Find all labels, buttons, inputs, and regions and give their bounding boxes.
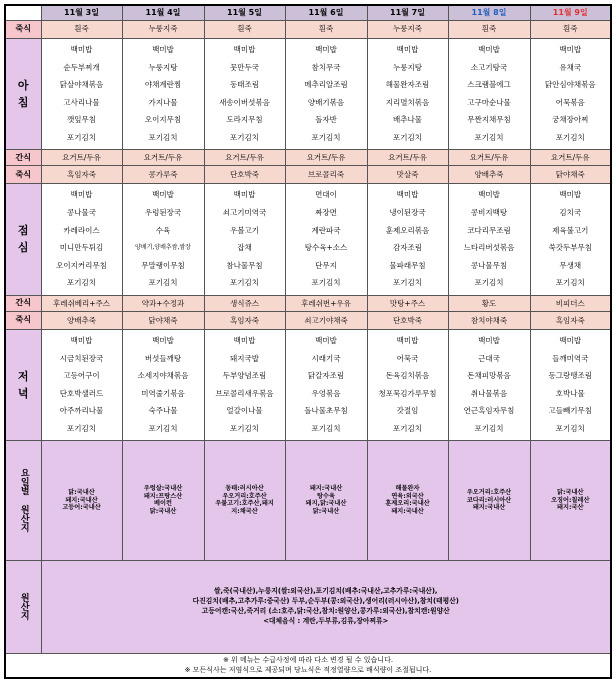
menu-item: 누룽지탕 — [393, 62, 422, 72]
menu-item: 시금치된장국 — [59, 353, 104, 363]
origin-all-cell — [41, 560, 611, 653]
origin-line: 돼지,닭:국내산 — [305, 500, 347, 508]
menu-item: 백미밥 — [478, 190, 500, 200]
menu-item: 돈채피망볶음 — [467, 371, 511, 381]
menu-item: 포기김치 — [67, 278, 96, 288]
menu-item: 오이지무침 — [144, 115, 182, 125]
menu-item: 백미밥 — [559, 190, 582, 200]
dinner-label — [5, 329, 41, 440]
meal-plan-table — [4, 4, 612, 679]
menu-item: 포기김치 — [311, 132, 341, 142]
lunch-cell — [41, 184, 122, 295]
origin-all-line: 쌀,죽(국내산),누룽지(쌀:외국산),포기김치(배추:국내산,고추가루:국내산), — [213, 587, 438, 595]
origin-line: 돼지:국내산 — [65, 496, 98, 504]
origin-daily-cell — [41, 441, 122, 561]
menu-item: 백미밥 — [70, 336, 93, 345]
menu-item: 포기김치 — [148, 278, 178, 288]
menu-item: 숙주나물 — [148, 406, 178, 416]
menu-item: 느타리버섯볶음 — [463, 243, 515, 253]
origin-line: 탕수육 — [317, 492, 335, 500]
menu-item: 닭갈자조림 — [307, 371, 345, 381]
breakfast-porridge-cell: 누룽지죽 — [367, 20, 448, 38]
menu-item: 포기김치 — [311, 423, 341, 433]
origin-all-line: 고등어캔:국산,죽거리 (소:호주,닭:국산,참치:원양산,콩가루:외국산),참치캔:원양산 — [201, 606, 450, 615]
menu-item: 메추리알조림 — [304, 80, 348, 90]
menu-item: 포기김치 — [230, 278, 259, 288]
origin-all-line: <대체음식 : 계란,두부류,김류,장아찌류> — [263, 616, 389, 625]
dinner-cell — [367, 329, 448, 440]
dinner-porridge-cell: 흑임자죽 — [530, 312, 611, 330]
afternoon-snack-cell: 비피더스 — [530, 295, 611, 312]
morning-snack-cell: 요거트/두유 — [204, 149, 285, 166]
breakfast-cell — [530, 38, 611, 149]
menu-item: 들깨미역국 — [552, 353, 589, 363]
origin-line: 닭:국내산 — [312, 508, 340, 516]
dinner-cell — [530, 329, 611, 440]
day-header: 11월 9일 — [530, 5, 611, 20]
menu-item: 포기김치 — [311, 278, 341, 288]
menu-item: 돼지국밥 — [230, 353, 259, 363]
origin-daily-cell — [448, 441, 530, 561]
origin-line: 훈제오리:국내산 — [385, 500, 430, 508]
menu-item: 포기김치 — [67, 423, 96, 433]
origin-daily-label: 요일별 원산지 — [5, 441, 41, 561]
menu-item: 동그랑땡조림 — [548, 371, 592, 381]
menu-item: 훈제오리볶음 — [385, 225, 430, 235]
origin-line: 고등어:국내산 — [62, 504, 101, 512]
menu-item: 아주까리나물 — [59, 406, 104, 416]
menu-item: 갓절임 — [396, 406, 419, 416]
lunch-porridge-cell: 브로콜리죽 — [285, 166, 367, 184]
breakfast-label-char: 아 — [17, 78, 29, 92]
origin-all-line: 다진김치(배추,고추가루:중국산) 두부,순두부(콩:외국산),생어리(러시아산),참치(태평산) — [192, 596, 459, 605]
menu-item: 백미밥 — [70, 44, 93, 54]
menu-item: 우엉볶음 — [311, 388, 341, 398]
origin-line: 닭:국내산 — [557, 488, 584, 496]
menu-item: 오이지커리무침 — [56, 260, 107, 270]
origin-line: 돼지:국내산 — [472, 504, 506, 512]
menu-item: 포기김치 — [555, 132, 585, 142]
menu-item: 백미밥 — [396, 190, 419, 200]
menu-item: 백미밥 — [315, 44, 337, 54]
menu-item: 포기김치 — [555, 423, 585, 433]
menu-item: 고사리나물 — [63, 97, 100, 107]
dinner-porridge-cell: 참치야채죽 — [448, 312, 530, 330]
breakfast-porridge-cell: 흰죽 — [41, 20, 122, 38]
origin-line: 우오거리:호주산 — [466, 488, 512, 496]
breakfast-cell — [41, 38, 122, 149]
menu-item: 계란파국 — [311, 225, 341, 235]
lunch-porridge-cell: 양배추죽 — [448, 166, 530, 184]
origin-line: 오징어:칠레산 — [551, 496, 590, 504]
menu-item: 포기김치 — [393, 423, 422, 433]
morning-snack-cell: 요거트/두유 — [448, 149, 530, 166]
origin-line: 돼지:프랑스산 — [143, 492, 183, 500]
menu-item: 잡채 — [237, 243, 252, 253]
lunch-cell — [530, 184, 611, 295]
origin-line: 돼지:국산 — [557, 504, 584, 512]
lunch-label — [5, 184, 41, 295]
menu-item: 미니만두튀김 — [59, 243, 104, 253]
lunch-cell — [285, 184, 367, 295]
menu-item: 단호박샐러드 — [59, 388, 104, 398]
menu-item: 가지나물 — [148, 97, 178, 107]
dinner-label-char: 저 — [17, 369, 29, 383]
menu-item: 참치무국 — [311, 62, 341, 72]
menu-item: 짜장면 — [315, 208, 337, 218]
menu-item: 두부양념조림 — [222, 371, 267, 381]
menu-item: 백미밥 — [559, 336, 582, 345]
lunch-porridge-cell: 맛살죽 — [367, 166, 448, 184]
menu-item: 백미밥 — [315, 336, 337, 345]
afternoon-snack-label: 간식 — [5, 295, 41, 312]
corner-cell — [5, 5, 41, 20]
menu-item: 백미밥 — [559, 44, 582, 54]
lunch-label-char: 점 — [17, 224, 29, 238]
menu-item: 면대이 — [315, 190, 337, 200]
menu-item: 브로콜리새우볶음 — [215, 388, 274, 398]
morning-snack-label: 간식 — [5, 149, 41, 166]
lunch-porridge-label: 죽식 — [5, 166, 41, 184]
menu-item: 무말랭이무침 — [141, 260, 185, 270]
menu-item: 포기김치 — [474, 132, 504, 142]
menu-item: 새송이버섯볶음 — [219, 97, 270, 107]
menu-item: 우렁된장국 — [144, 208, 182, 218]
breakfast-porridge-label: 죽식 — [5, 20, 41, 38]
breakfast-cell — [204, 38, 285, 149]
origin-line: 베이컨 — [154, 500, 172, 508]
menu-item: 돈육김치볶음 — [385, 371, 430, 381]
origin-line: 해물완자 — [395, 484, 420, 492]
breakfast-porridge-cell: 흰죽 — [204, 20, 285, 38]
note-line: ※ 모든식사는 저염식으로 제공되며 당뇨식은 적정열량으로 배식량이 조절됩니다. — [184, 666, 432, 675]
day-header: 11월 4일 — [122, 5, 204, 20]
menu-item: 수육 — [155, 225, 171, 235]
menu-item: 포기김치 — [474, 423, 504, 433]
lunch-porridge-cell: 단호박죽 — [204, 166, 285, 184]
origin-line: 연육:외국산 — [391, 492, 424, 500]
menu-item: 소고기탕국 — [470, 62, 508, 72]
menu-item: 포기김치 — [393, 278, 422, 288]
menu-item: 돌나물초무침 — [304, 406, 348, 416]
menu-item: 깻잎무침 — [67, 115, 96, 125]
day-header: 11월 7일 — [367, 5, 448, 20]
lunch-porridge-cell: 닭야채죽 — [530, 166, 611, 184]
menu-item: 제육불고기 — [552, 225, 589, 235]
menu-item: 백미밥 — [233, 336, 256, 345]
menu-item: 백미밥 — [233, 190, 256, 200]
menu-item: 소세지야채볶음 — [137, 371, 189, 381]
menu-item: 고구마순나물 — [467, 97, 511, 107]
origin-daily-cell — [122, 441, 204, 561]
menu-item: 백미밥 — [152, 336, 174, 345]
menu-item: 동태조림 — [230, 80, 259, 90]
menu-item: 참나물무침 — [226, 260, 263, 270]
origin-line: 우오거리:호주산 — [222, 492, 267, 500]
menu-item: 포기김치 — [148, 423, 178, 433]
menu-item: 청포묵김가루무침 — [378, 388, 437, 398]
menu-item: 도라지무침 — [226, 115, 263, 125]
menu-item: 취나물볶음 — [470, 388, 508, 398]
dinner-cell — [285, 329, 367, 440]
menu-item: 백미밥 — [396, 336, 419, 345]
menu-item: 연근흑임자무침 — [463, 406, 515, 416]
dinner-cell — [204, 329, 285, 440]
lunch-porridge-cell: 콩가루죽 — [122, 166, 204, 184]
lunch-cell — [122, 184, 204, 295]
origin-line: 닭:국내산 — [68, 488, 95, 496]
origin-line: 지:채국산 — [231, 508, 258, 516]
origin-line: 코다리:러시아산 — [466, 496, 512, 504]
menu-item: 물파래무침 — [389, 260, 426, 270]
menu-item: 백미밥 — [233, 44, 256, 54]
menu-item: 포기김치 — [67, 132, 96, 142]
lunch-cell — [367, 184, 448, 295]
menu-item: 버섯들깨탕 — [144, 353, 182, 363]
dinner-porridge-cell: 닭야채죽 — [122, 312, 204, 330]
dinner-porridge-cell: 단호박죽 — [367, 312, 448, 330]
menu-item: 돌자반 — [315, 115, 337, 125]
menu-item: 양배기,양배추쌈,쌈장 — [135, 244, 191, 252]
menu-item: 백미밥 — [152, 190, 174, 200]
menu-item: 콩나물국 — [67, 208, 96, 218]
afternoon-snack-cell: 황도 — [448, 295, 530, 312]
menu-item: 포기김치 — [148, 132, 178, 142]
origin-line: 동태:러시아산 — [225, 484, 264, 492]
menu-item: 백미밥 — [478, 336, 500, 345]
menu-item: 무생채 — [559, 260, 582, 270]
menu-item: 고등어구이 — [63, 371, 100, 381]
origin-all-label: 원산지 — [5, 560, 41, 653]
menu-item: 콩나물무침 — [470, 260, 508, 270]
menu-item: 포기김치 — [230, 132, 259, 142]
origin-line: 닭:국내산 — [149, 508, 177, 516]
day-header: 11월 8일 — [448, 5, 530, 20]
menu-item: 단무지 — [315, 260, 337, 270]
morning-snack-cell: 요거트/두유 — [367, 149, 448, 166]
menu-item: 쑥갓두부무침 — [548, 243, 592, 253]
lunch-cell — [448, 184, 530, 295]
dinner-cell — [41, 329, 122, 440]
origin-daily-cell — [204, 441, 285, 561]
origin-daily-cell — [367, 441, 448, 561]
menu-item: 어묵국 — [396, 353, 419, 363]
breakfast-label-char: 침 — [17, 95, 29, 109]
breakfast-porridge-cell: 누룽지죽 — [122, 20, 204, 38]
menu-item: 포기김치 — [230, 423, 259, 433]
dinner-porridge-cell: 쇠고기야채죽 — [285, 312, 367, 330]
menu-item: 양배기볶음 — [307, 97, 345, 107]
menu-item: 고들빼기무침 — [548, 406, 592, 416]
menu-item: 순두부찌개 — [63, 62, 100, 72]
day-header: 11월 3일 — [41, 5, 122, 20]
breakfast-cell — [122, 38, 204, 149]
menu-item: 유채국 — [559, 62, 582, 72]
origin-line: 우렁살:국내산 — [143, 484, 183, 492]
breakfast-porridge-cell: 흰죽 — [530, 20, 611, 38]
menu-item: 배추나물 — [393, 115, 422, 125]
menu-item: 탕수육+소스 — [304, 243, 348, 253]
menu-item: 미역줄기볶음 — [141, 388, 185, 398]
menu-item: 쇠고기미역국 — [222, 208, 267, 218]
breakfast-cell — [448, 38, 530, 149]
breakfast-label — [5, 38, 41, 149]
afternoon-snack-cell: 후레쉬베리+주스 — [41, 295, 122, 312]
breakfast-porridge-cell: 흰죽 — [448, 20, 530, 38]
menu-item: 야채계란찜 — [144, 80, 182, 90]
menu-item: 우볼고기 — [230, 225, 259, 235]
afternoon-snack-cell: 생식쥬스 — [204, 295, 285, 312]
menu-item: 누룽지탕 — [148, 62, 178, 72]
menu-item: 시래기국 — [311, 353, 341, 363]
menu-item: 닭살야채볶음 — [59, 80, 104, 90]
menu-item: 감자조림 — [393, 243, 422, 253]
menu-item: 김치국 — [559, 208, 582, 218]
origin-daily-cell — [530, 441, 611, 561]
dinner-porridge-label: 죽식 — [5, 312, 41, 330]
menu-item: 스크램블에그 — [467, 80, 511, 90]
dinner-porridge-cell: 흑임자죽 — [204, 312, 285, 330]
menu-item: 카레라이스 — [63, 225, 100, 235]
menu-item: 어묵볶음 — [555, 97, 585, 107]
dinner-cell — [122, 329, 204, 440]
morning-snack-cell: 요거트/두유 — [41, 149, 122, 166]
origin-line: 돼지:국내산 — [391, 508, 424, 516]
lunch-porridge-cell: 흑임자죽 — [41, 166, 122, 184]
menu-item: 백미밥 — [478, 44, 500, 54]
menu-item: 닭안심야채볶음 — [544, 80, 596, 90]
menu-item: 얼갈이나물 — [226, 406, 263, 416]
breakfast-porridge-cell: 흰죽 — [285, 20, 367, 38]
menu-item: 무짠지채무침 — [467, 115, 511, 125]
lunch-label-char: 심 — [17, 241, 29, 255]
morning-snack-cell: 요거트/두유 — [530, 149, 611, 166]
dinner-porridge-cell: 양배추죽 — [41, 312, 122, 330]
origin-daily-cell — [285, 441, 367, 561]
menu-item: 지리멸치볶음 — [385, 97, 430, 107]
menu-item: 해물완자조림 — [385, 80, 430, 90]
day-header: 11월 6일 — [285, 5, 367, 20]
menu-item: 궁채장아찌 — [552, 115, 589, 125]
morning-snack-cell: 요거트/두유 — [122, 149, 204, 166]
dinner-cell — [448, 329, 530, 440]
note-line: ※ 위 메뉴는 수급사정에 따라 다소 변경 될 수 있습니다. — [222, 656, 394, 665]
menu-item: 포기김치 — [393, 132, 422, 142]
notes-cell — [5, 653, 611, 678]
breakfast-cell — [285, 38, 367, 149]
breakfast-cell — [367, 38, 448, 149]
afternoon-snack-cell: 맛탕+주스 — [367, 295, 448, 312]
origin-line: 돼지:국내산 — [309, 484, 343, 492]
afternoon-snack-cell: 후레쉬번+우유 — [285, 295, 367, 312]
menu-item: 코다리무조림 — [467, 225, 511, 235]
menu-item: 냉이된장국 — [389, 208, 426, 218]
menu-item: 뭇만두국 — [230, 62, 259, 72]
menu-item: 콩비지백탕 — [470, 208, 508, 218]
day-header: 11월 5일 — [204, 5, 285, 20]
menu-item: 백미밥 — [152, 44, 174, 54]
morning-snack-cell: 요거트/두유 — [285, 149, 367, 166]
menu-item: 호박나물 — [555, 388, 585, 398]
menu-item: 포기김치 — [555, 278, 585, 288]
menu-item: 백미밥 — [70, 190, 93, 200]
menu-item: 포기김치 — [474, 278, 504, 288]
menu-item: 근대국 — [478, 353, 500, 363]
afternoon-snack-cell: 약과+수정과 — [122, 295, 204, 312]
menu-item: 백미밥 — [396, 44, 419, 54]
dinner-label-char: 녁 — [17, 386, 29, 400]
lunch-cell — [204, 184, 285, 295]
origin-line: 우불고기:호주산,돼지 — [215, 500, 274, 508]
